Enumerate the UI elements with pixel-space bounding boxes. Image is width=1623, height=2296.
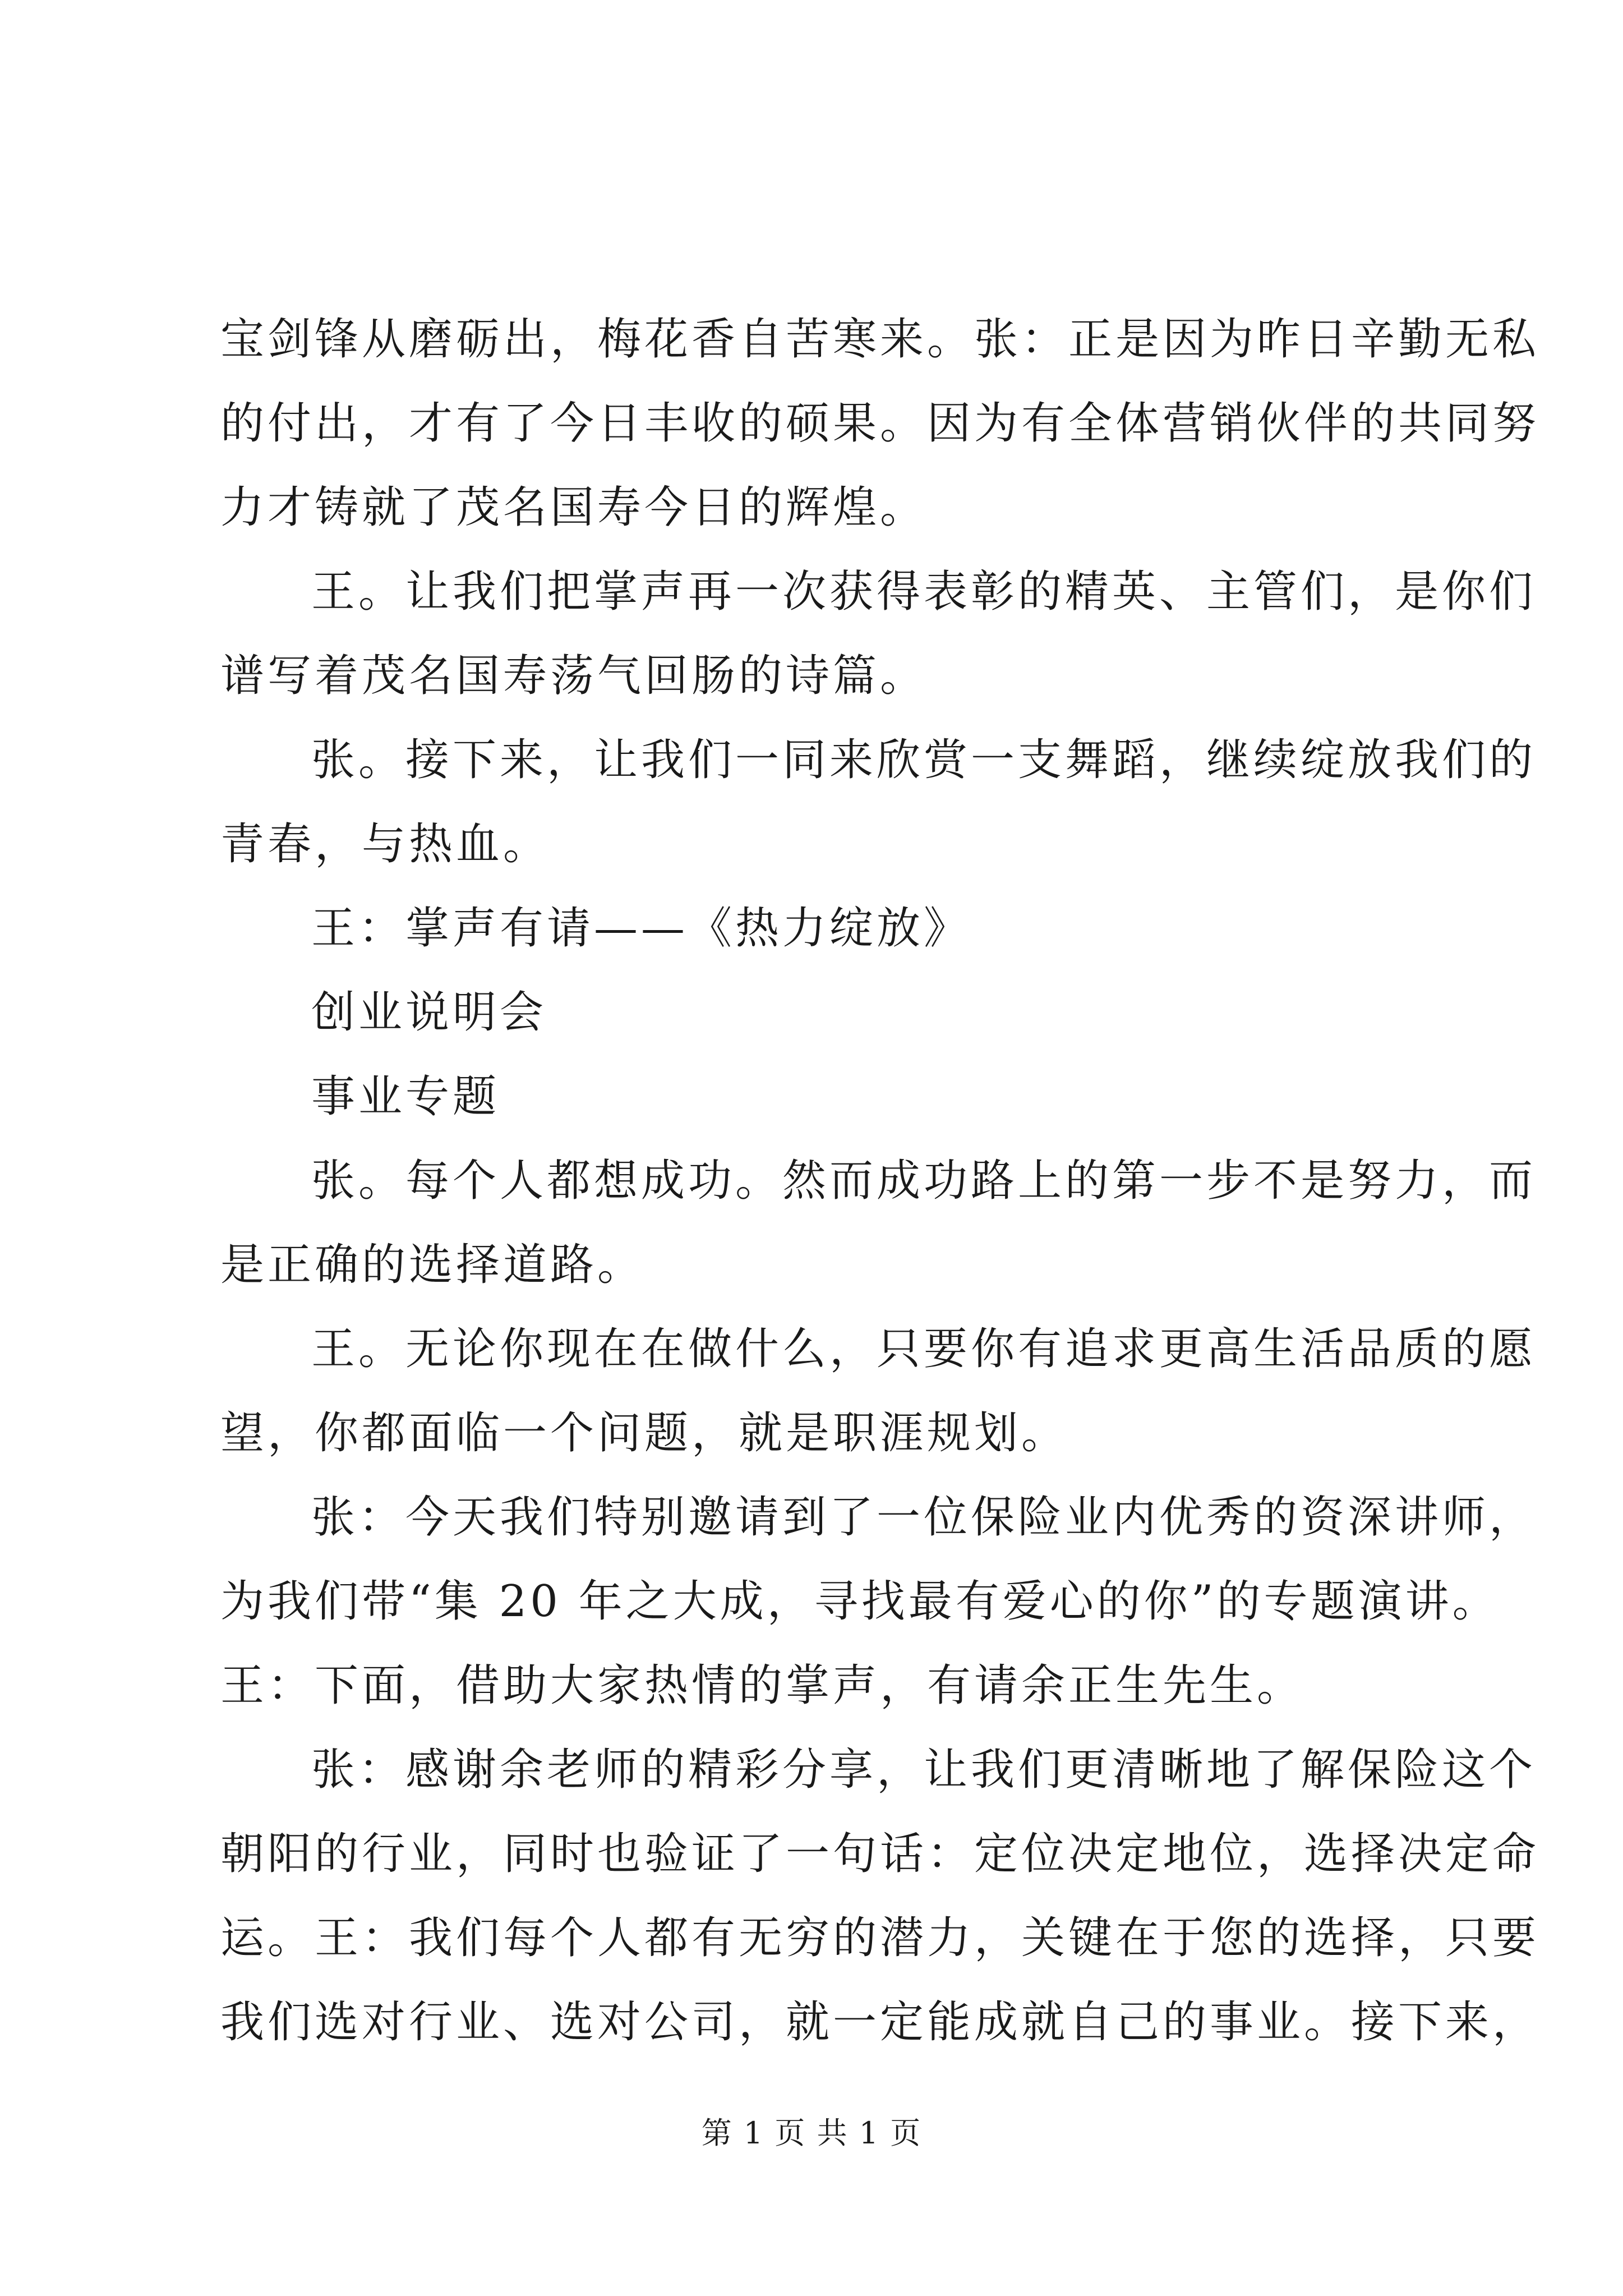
text-line: 事业专题 [311,1071,500,1122]
text-line: 张：感谢余老师的精彩分享，让我们更清晰地了解保险这个 [311,1745,1537,1795]
text-line: 朝阳的行业，同时也验证了一句话：定位决定地位，选择决定命 [220,1829,1540,1879]
text-line: 王。让我们把掌声再一次获得表彰的精英、主管们，是你们 [311,567,1537,617]
text-line: 张。接下来，让我们一同来欣赏一支舞蹈，继续绽放我们的 [311,735,1537,785]
text-line: 谱写着茂名国寿荡气回肠的诗篇。 [220,651,928,701]
text-line: 创业说明会 [311,987,547,1038]
text-line: 望，你都面临一个问题，就是职涯规划。 [220,1408,1069,1458]
text-line: 的付出，才有了今日丰收的硕果。因为有全体营销伙伴的共同努 [220,398,1540,449]
text-line: 我们选对行业、选对公司，就一定能成就自己的事业。接下来， [220,1997,1540,2047]
text-line: 为我们带“集 20 年之大成，寻找最有爱心的你”的专题演讲。 [220,1576,1500,1627]
text-line: 王。无论你现在在做什么，只要你有追求更高生活品质的愿 [311,1324,1537,1374]
text-line: 王：下面，借助大家热情的掌声，有请余正生先生。 [220,1660,1304,1711]
document-body [220,297,1540,2064]
page-footer: 第 1 页 共 1 页 [701,2115,922,2151]
text-line: 运。王：我们每个人都有无穷的潜力，关键在于您的选择，只要 [220,1913,1540,1963]
text-line: 青春，与热血。 [220,819,551,869]
text-line: 是正确的选择道路。 [220,1240,645,1290]
text-line: 张。每个人都想成功。然而成功路上的第一步不是努力，而 [311,1156,1537,1206]
text-line: 王：掌声有请——《热力绽放》 [311,903,971,954]
text-line: 宝剑锋从磨砺出，梅花香自苦寒来。张：正是因为昨日辛勤无私 [220,314,1540,365]
text-line: 张：今天我们特别邀请到了一位保险业内优秀的资深讲师， [311,1492,1537,1543]
text-line: 力才铸就了茂名国寿今日的辉煌。 [220,482,928,533]
